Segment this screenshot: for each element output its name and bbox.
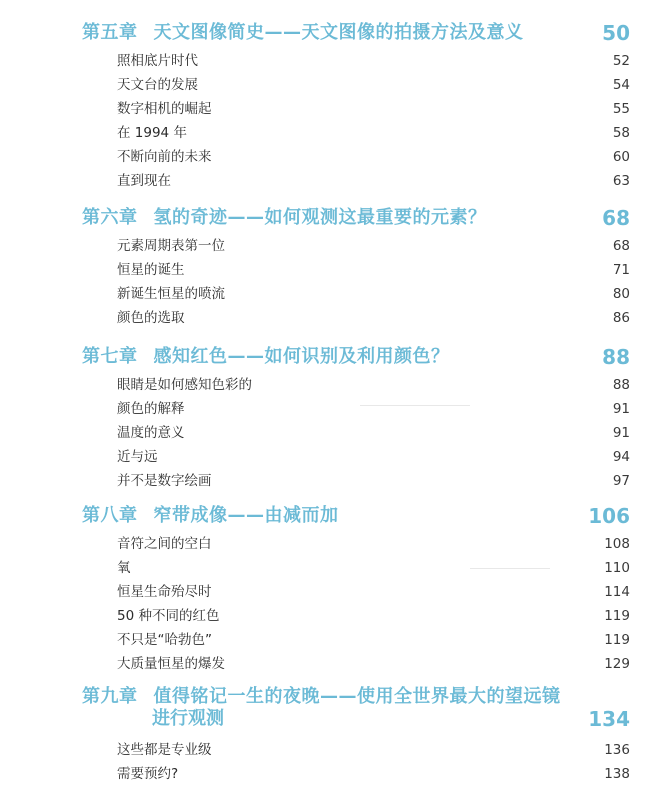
chapter-title-text: 氢的奇迹——如何观测这最重要的元素？ (153, 207, 487, 228)
chapter-number: 第八章 (82, 505, 138, 526)
chapter-title (82, 686, 630, 708)
chapter-page-number: 50 (602, 21, 630, 45)
toc-entry-page-number: 91 (612, 425, 630, 441)
toc-entry-title: 音符之间的空白 (117, 536, 212, 552)
toc-entry-page-number: 119 (604, 632, 630, 648)
toc-entry-title: 不只是“哈勃色” (117, 632, 212, 648)
toc-entry-title: 恒星的诞生 (117, 262, 185, 278)
toc-entry-page-number: 119 (604, 608, 630, 624)
toc-entry (117, 172, 630, 190)
toc-entry-page-number: 129 (604, 656, 630, 672)
chapter-page-number: 88 (602, 345, 630, 369)
chapter-heading (82, 207, 630, 229)
toc-entry (117, 100, 630, 118)
toc-entry-page-number: 80 (612, 286, 630, 302)
toc-entry-title: 元素周期表第一位 (117, 238, 225, 254)
toc-entry (117, 655, 630, 673)
toc-entry (117, 535, 630, 553)
toc-entry-page-number: 97 (612, 473, 630, 489)
chapter-heading (82, 505, 630, 527)
toc-entry (117, 76, 630, 94)
toc-entry-page-number: 91 (612, 401, 630, 417)
chapter-title-continued: 进行观测 (152, 708, 224, 729)
toc-entry-title: 新诞生恒星的喷流 (117, 286, 225, 302)
toc-entry-page-number: 94 (612, 449, 630, 465)
toc-entry-page-number: 110 (604, 560, 630, 576)
scan-smudge (470, 568, 550, 569)
toc-entry-page-number: 68 (612, 238, 630, 254)
chapter-number: 第九章 (82, 686, 138, 707)
toc-entry (117, 52, 630, 70)
chapter-title (82, 22, 630, 44)
scan-smudge (360, 405, 470, 406)
toc-entry (117, 472, 630, 490)
chapter-page-number: 68 (602, 206, 630, 230)
toc-entry-page-number: 114 (604, 584, 630, 600)
toc-entry (117, 607, 630, 625)
chapter-title (82, 207, 630, 229)
toc-entry (117, 424, 630, 442)
toc-entry (117, 583, 630, 601)
toc-entry-title: 温度的意义 (117, 425, 185, 441)
toc-entry-title: 照相底片时代 (117, 53, 198, 69)
chapter-page-number: 106 (588, 504, 630, 528)
chapter-title (82, 346, 630, 368)
toc-entry-title: 大质量恒星的爆发 (117, 656, 225, 672)
toc-entry-title: 颜色的选取 (117, 310, 185, 326)
toc-entry-title: 50 种不同的红色 (117, 608, 220, 624)
toc-entry-title: 直到现在 (117, 173, 171, 189)
toc-entry-title: 需要预约? (117, 766, 179, 782)
toc-entry-page-number: 71 (612, 262, 630, 278)
toc-entry-title: 这些都是专业级 (117, 742, 212, 758)
toc-entry (117, 631, 630, 649)
toc-entry (117, 559, 630, 577)
chapter-number: 第七章 (82, 346, 138, 367)
chapter-title-text: 天文图像简史——天文图像的拍摄方法及意义 (153, 22, 524, 43)
toc-entry (117, 400, 630, 418)
toc-entry-title: 不断向前的未来 (117, 149, 212, 165)
toc-entry-page-number: 54 (612, 77, 630, 93)
toc-entry-page-number: 138 (604, 766, 630, 782)
toc-entry-page-number: 60 (612, 149, 630, 165)
toc-entry (117, 124, 630, 142)
chapter-title-text: 值得铭记一生的夜晚——使用全世界最大的望远镜 (153, 686, 561, 707)
toc-entry-page-number: 52 (612, 53, 630, 69)
toc-entry (117, 148, 630, 166)
toc-entry-title: 恒星生命殆尽时 (117, 584, 212, 600)
toc-entry (117, 741, 630, 759)
toc-entry (117, 448, 630, 466)
chapter-title-text: 感知红色——如何识别及利用颜色？ (153, 346, 450, 367)
toc-entry-title: 眼睛是如何感知色彩的 (117, 377, 252, 393)
toc-entry (117, 261, 630, 279)
chapter-heading (82, 346, 630, 368)
toc-entry-title: 近与远 (117, 449, 158, 465)
toc-entry-title: 氧 (117, 560, 131, 576)
toc-entry-page-number: 136 (604, 742, 630, 758)
chapter-number: 第五章 (82, 22, 138, 43)
toc-entry-page-number: 63 (612, 173, 630, 189)
toc-entry-page-number: 108 (604, 536, 630, 552)
toc-entry-page-number: 55 (612, 101, 630, 117)
toc-entry (117, 765, 630, 783)
chapter-number: 第六章 (82, 207, 138, 228)
toc-entry-title: 并不是数字绘画 (117, 473, 212, 489)
toc-entry (117, 285, 630, 303)
toc-entry-title: 颜色的解释 (117, 401, 185, 417)
toc-entry (117, 376, 630, 394)
chapter-heading (82, 686, 630, 730)
toc-entry-page-number: 88 (612, 377, 630, 393)
toc-entry-title: 数字相机的崛起 (117, 101, 212, 117)
chapter-heading (82, 22, 630, 44)
toc-entry-title: 在 1994 年 (117, 125, 187, 141)
toc-entry (117, 237, 630, 255)
toc-entry-page-number: 86 (612, 310, 630, 326)
toc-entry (117, 309, 630, 327)
toc-entry-title: 天文台的发展 (117, 77, 198, 93)
chapter-page-number: 134 (588, 707, 630, 731)
chapter-title-text: 窄带成像——由减而加 (153, 505, 339, 526)
toc-entry-page-number: 58 (612, 125, 630, 141)
chapter-title (82, 505, 630, 527)
